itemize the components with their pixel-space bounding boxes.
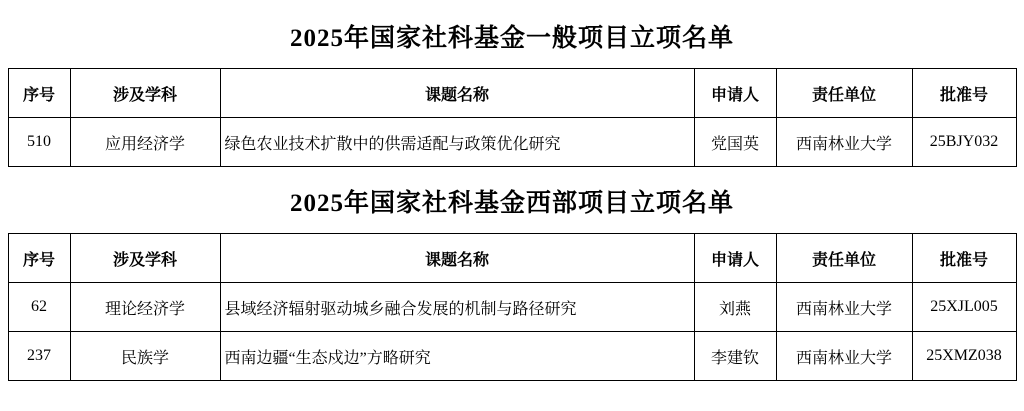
page-title-general: 2025年国家社科基金一般项目立项名单 <box>289 25 734 52</box>
column-header-applicant: 申请人 <box>694 234 776 283</box>
column-header-code: 批准号 <box>912 234 1016 283</box>
column-header-org: 责任单位 <box>776 69 912 118</box>
section-general-projects <box>0 0 1024 167</box>
column-header-topic: 课题名称 <box>220 234 694 283</box>
page-title-western: 2025年国家社科基金西部项目立项名单 <box>289 190 734 217</box>
column-header-org: 责任单位 <box>776 234 912 283</box>
cell-code: 25BJY032 <box>912 118 1016 167</box>
column-header-discipline: 涉及学科 <box>70 234 220 283</box>
cell-applicant: 李建钦 <box>694 332 776 381</box>
table-general-projects <box>8 68 1017 167</box>
column-header-topic: 课题名称 <box>220 69 694 118</box>
cell-discipline: 民族学 <box>70 332 220 381</box>
table-western-projects <box>8 233 1017 381</box>
column-header-no: 序号 <box>8 234 70 283</box>
cell-code: 25XJL005 <box>912 283 1016 332</box>
cell-topic: 县域经济辐射驱动城乡融合发展的机制与路径研究 <box>220 283 694 332</box>
table-header-row <box>8 69 1016 118</box>
cell-applicant: 刘燕 <box>694 283 776 332</box>
cell-topic: 绿色农业技术扩散中的供需适配与政策优化研究 <box>220 118 694 167</box>
cell-discipline: 应用经济学 <box>70 118 220 167</box>
cell-code: 25XMZ038 <box>912 332 1016 381</box>
table-row <box>8 283 1016 332</box>
cell-no: 62 <box>8 283 70 332</box>
column-header-no: 序号 <box>8 69 70 118</box>
column-header-applicant: 申请人 <box>694 69 776 118</box>
cell-no: 237 <box>8 332 70 381</box>
cell-org: 西南林业大学 <box>776 332 912 381</box>
cell-applicant: 党国英 <box>694 118 776 167</box>
cell-org: 西南林业大学 <box>776 283 912 332</box>
table-row <box>8 118 1016 167</box>
table-row <box>8 332 1016 381</box>
column-header-code: 批准号 <box>912 69 1016 118</box>
cell-discipline: 理论经济学 <box>70 283 220 332</box>
cell-no: 510 <box>8 118 70 167</box>
cell-topic: 西南边疆“生态戍边”方略研究 <box>220 332 694 381</box>
cell-org: 西南林业大学 <box>776 118 912 167</box>
section-western-projects <box>0 167 1024 381</box>
table-header-row <box>8 234 1016 283</box>
column-header-discipline: 涉及学科 <box>70 69 220 118</box>
